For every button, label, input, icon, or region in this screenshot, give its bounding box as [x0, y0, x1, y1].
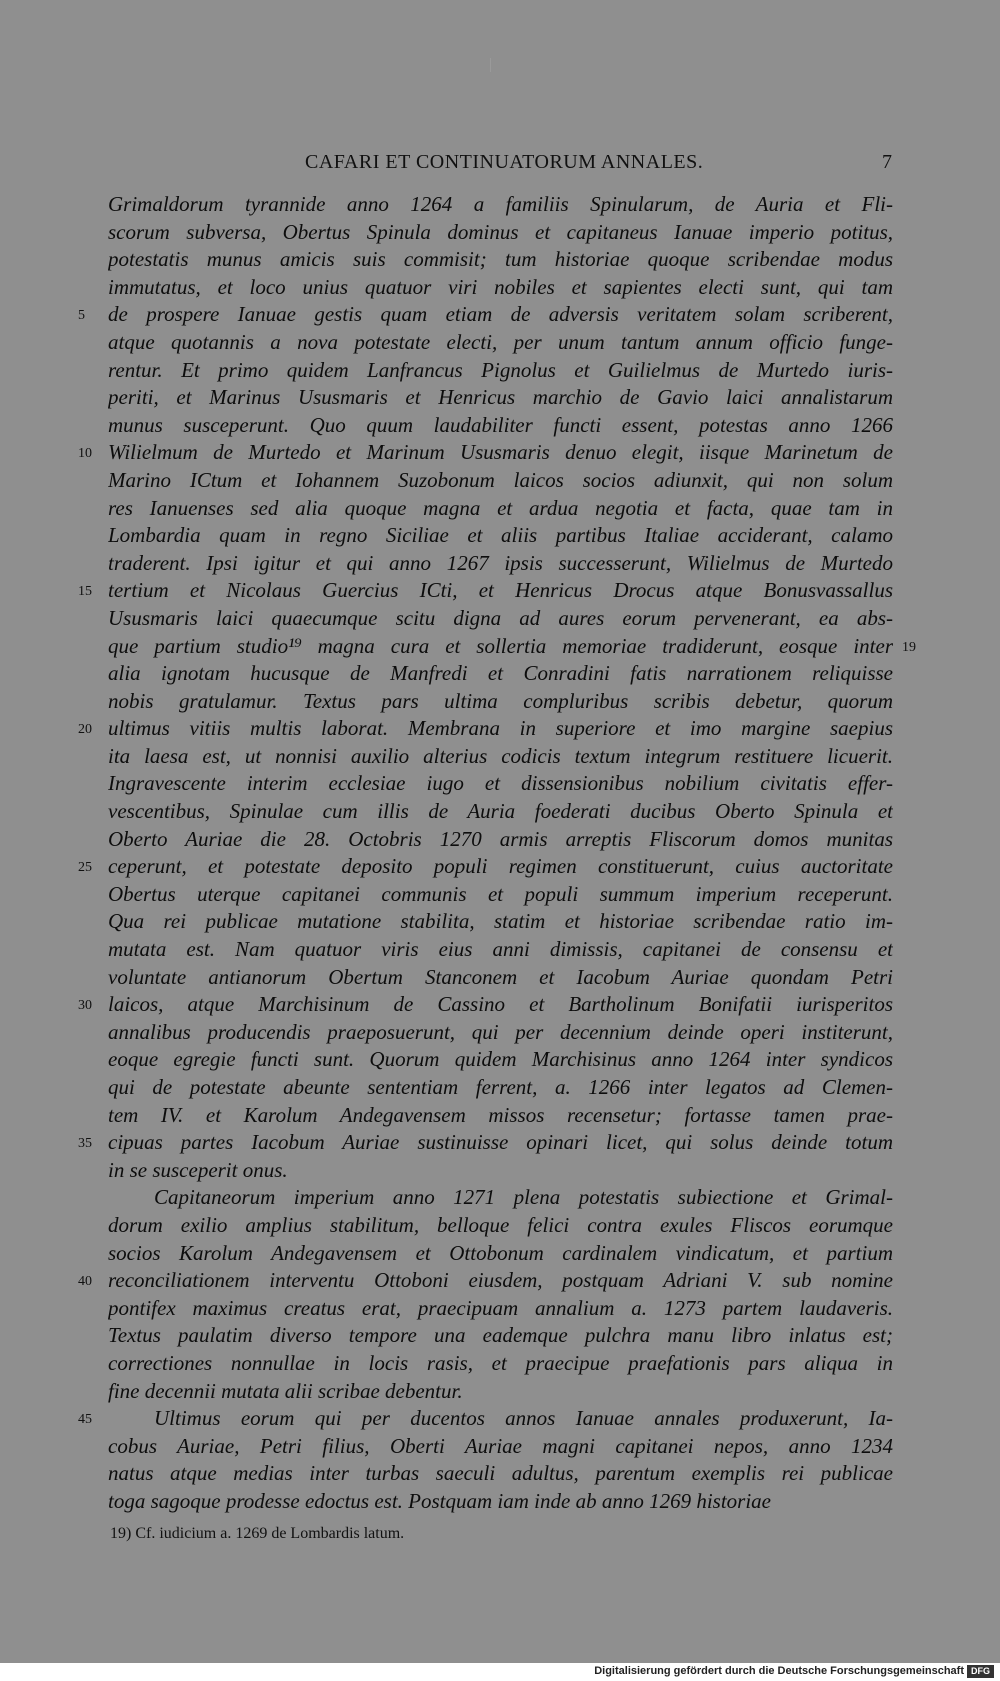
text-line: cobus Auriae, Petri filius, Oberti Auriae magni capitanei nepos, anno 1234: [108, 1433, 893, 1458]
footnote: 19) Cf. iudicium a. 1269 de Lombardis latum.: [110, 1525, 405, 1542]
margin-note-19: 19: [902, 639, 916, 655]
text-line: ceperunt, et potestate deposito populi regimen constituerunt, cuius auctoritate: [108, 854, 893, 879]
paragraph: [108, 191, 893, 1184]
running-title: CAFARI ET CONTINUATORUM ANNALES.: [305, 151, 704, 173]
text-line: laicos, atque Marchisinum de Cassino et Bartholinum Bonifatii iurisperitos: [108, 992, 893, 1017]
scan-mark: [490, 58, 491, 72]
line-number: 45: [78, 1412, 92, 1428]
text-line: dorum exilio amplius stabilitum, belloque felici contra exules Fliscos eorumque: [108, 1212, 893, 1237]
text-line: res Ianuenses sed alia quoque magna et ardua negotia et facta, quae tam in: [108, 495, 893, 520]
text-line: natus atque medias inter turbas saeculi adultus, parentum exemplis rei publicae: [108, 1461, 893, 1486]
text-line: Textus paulatim diverso tempore una eademque pulchra manu libro inlatus est;: [108, 1323, 893, 1348]
text-line: ita laesa est, ut nonnisi auxilio alterius codicis textum integrum restituere licuerit.: [108, 743, 893, 768]
text-line: ultimus vitiis multis laborat. Membrana in superiore et imo margine saepius: [108, 716, 893, 741]
text-line: de prospere Ianuae gestis quam etiam de adversis veritatem solam scriberent,: [108, 302, 893, 327]
text-line: toga sagoque prodesse edoctus est. Postquam iam inde ab anno 1269 historiae: [108, 1488, 772, 1513]
paragraph: [108, 1405, 893, 1515]
text-line: tertium et Nicolaus Guercius ICti, et Henricus Drocus atque Bonusvassallus: [108, 578, 893, 603]
text-line: Ultimus eorum qui per ducentos annos Ianuae annales produxerunt, Ia-: [154, 1406, 893, 1431]
text-line: annalibus producendis praeposuerunt, qui per decennium deinde operi institerunt,: [108, 1019, 893, 1044]
dfg-logo: DFG: [967, 1665, 994, 1678]
text-line: correctiones nonnullae in locis rasis, et praecipue praefationis pars aliqua in: [108, 1350, 893, 1375]
text-line: mutata est. Nam quatuor viris eius anni dimissis, capitanei de consensu et: [108, 937, 893, 962]
text-line: scorum subversa, Obertus Spinula dominus et capitaneus Ianuae imperio potitus,: [108, 219, 893, 244]
text-line: Oberto Auriae die 28. Octobris 1270 armis arreptis Fliscorum domos munitas: [108, 826, 893, 851]
text-line: socios Karolum Andegavensem et Ottobonum cardinalem vindicatum, et partium: [108, 1240, 893, 1265]
text-line: Lombardia quam in regno Siciliae et aliis partibus Italiae acciderant, calamo: [108, 523, 893, 548]
page-header: [0, 151, 1000, 175]
text-line: voluntate antianorum Obertum Stanconem et Iacobum Auriae quondam Petri: [108, 964, 893, 989]
text-line: pontifex maximus creatus erat, praecipuam annalium a. 1273 partem laudaveris.: [108, 1295, 893, 1320]
body-text: [108, 191, 893, 1513]
text-line: periti, et Marinus Ususmaris et Henricus marchio de Gavio laici annalistarum: [108, 385, 893, 410]
line-number: 30: [78, 998, 92, 1014]
line-number: 35: [78, 1136, 92, 1152]
text-line: Qua rei publicae mutatione stabilita, statim et historiae scribendae ratio im-: [108, 909, 893, 934]
text-line: atque quotannis a nova potestate electi, per unum tantum annum officio funge-: [108, 329, 893, 354]
text-line: cipuas partes Iacobum Auriae sustinuisse opinari licet, qui solus deinde totum: [108, 1130, 893, 1155]
text-line: in se susceperit onus.: [108, 1157, 288, 1182]
text-line: Obertus uterque capitanei communis et populi summum imperium receperunt.: [108, 881, 893, 906]
text-line: nobis gratulamur. Textus pars ultima compluribus scribis debetur, quorum: [108, 688, 893, 713]
text-line: tem IV. et Karolum Andegavensem missos recensetur; fortasse tamen prae-: [108, 1102, 893, 1127]
text-line: Ingravescente interim ecclesiae iugo et dissensionibus nobilium civitatis effer-: [108, 771, 893, 796]
text-line: qui de potestate abeunte sententiam ferrent, a. 1266 inter legatos ad Clemen-: [108, 1075, 893, 1099]
line-number: 25: [78, 860, 92, 876]
text-line: traderent. Ipsi igitur et qui anno 1267 ipsis successerunt, Wilielmus de Murtedo: [108, 550, 893, 575]
text-line: eoque egregie functi sunt. Quorum quidem Marchisinus anno 1264 inter syndicos: [108, 1047, 893, 1072]
line-number: 20: [78, 722, 92, 738]
text-line: alia ignotam hucusque de Manfredi et Conradini fatis narrationem reliquisse: [108, 661, 893, 686]
text-line: Wilielmum de Murtedo et Marinum Ususmaris denuo elegit, iisque Marinetum de: [108, 440, 893, 465]
text-line: Marino ICtum et Iohannem Suzobonum laicos socios adiunxit, qui non solum: [108, 467, 893, 492]
paragraph: [108, 1184, 893, 1405]
text-line: Grimaldorum tyrannide anno 1264 a familiis Spinularum, de Auria et Fli-: [108, 192, 893, 216]
text-line: fine decennii mutata alii scribae debentur.: [108, 1378, 463, 1403]
text-line: immutatus, et loco unius quatuor viri nobiles et sapientes electi sunt, qui tam: [108, 274, 893, 299]
text-line: potestatis munus amicis suis commisit; tum historiae quoque scribendae modus: [108, 247, 893, 272]
line-number: 15: [78, 584, 92, 600]
page-number: 7: [882, 151, 892, 173]
text-line: Ususmaris laici quaecumque scitu digna ad aures eorum pervenerant, ea abs-: [108, 605, 893, 630]
line-number: 40: [78, 1274, 92, 1290]
text-line: reconciliationem interventu Ottoboni eiusdem, postquam Adriani V. sub nomine: [108, 1268, 893, 1293]
line-number: 5: [78, 308, 85, 324]
text-line: rentur. Et primo quidem Lanfrancus Pignolus et Guilielmus de Murtedo iuris-: [108, 357, 893, 382]
line-number: 10: [78, 446, 92, 462]
text-line: munus susceperunt. Quo quum laudabiliter functi essent, potestas anno 1266: [108, 412, 893, 437]
text-line: Capitaneorum imperium anno 1271 plena potestatis subiectione et Grimal-: [154, 1185, 893, 1210]
text-line: que partium studio¹⁹ magna cura et sollertia memoriae tradiderunt, eosque inter: [108, 633, 893, 658]
digitization-credit: Digitalisierung gefördert durch die Deutsche Forschungsgemeinschaft: [594, 1665, 964, 1677]
text-line: vescentibus, Spinulae cum illis de Auria foederati ducibus Oberto Spinula et: [108, 799, 893, 824]
